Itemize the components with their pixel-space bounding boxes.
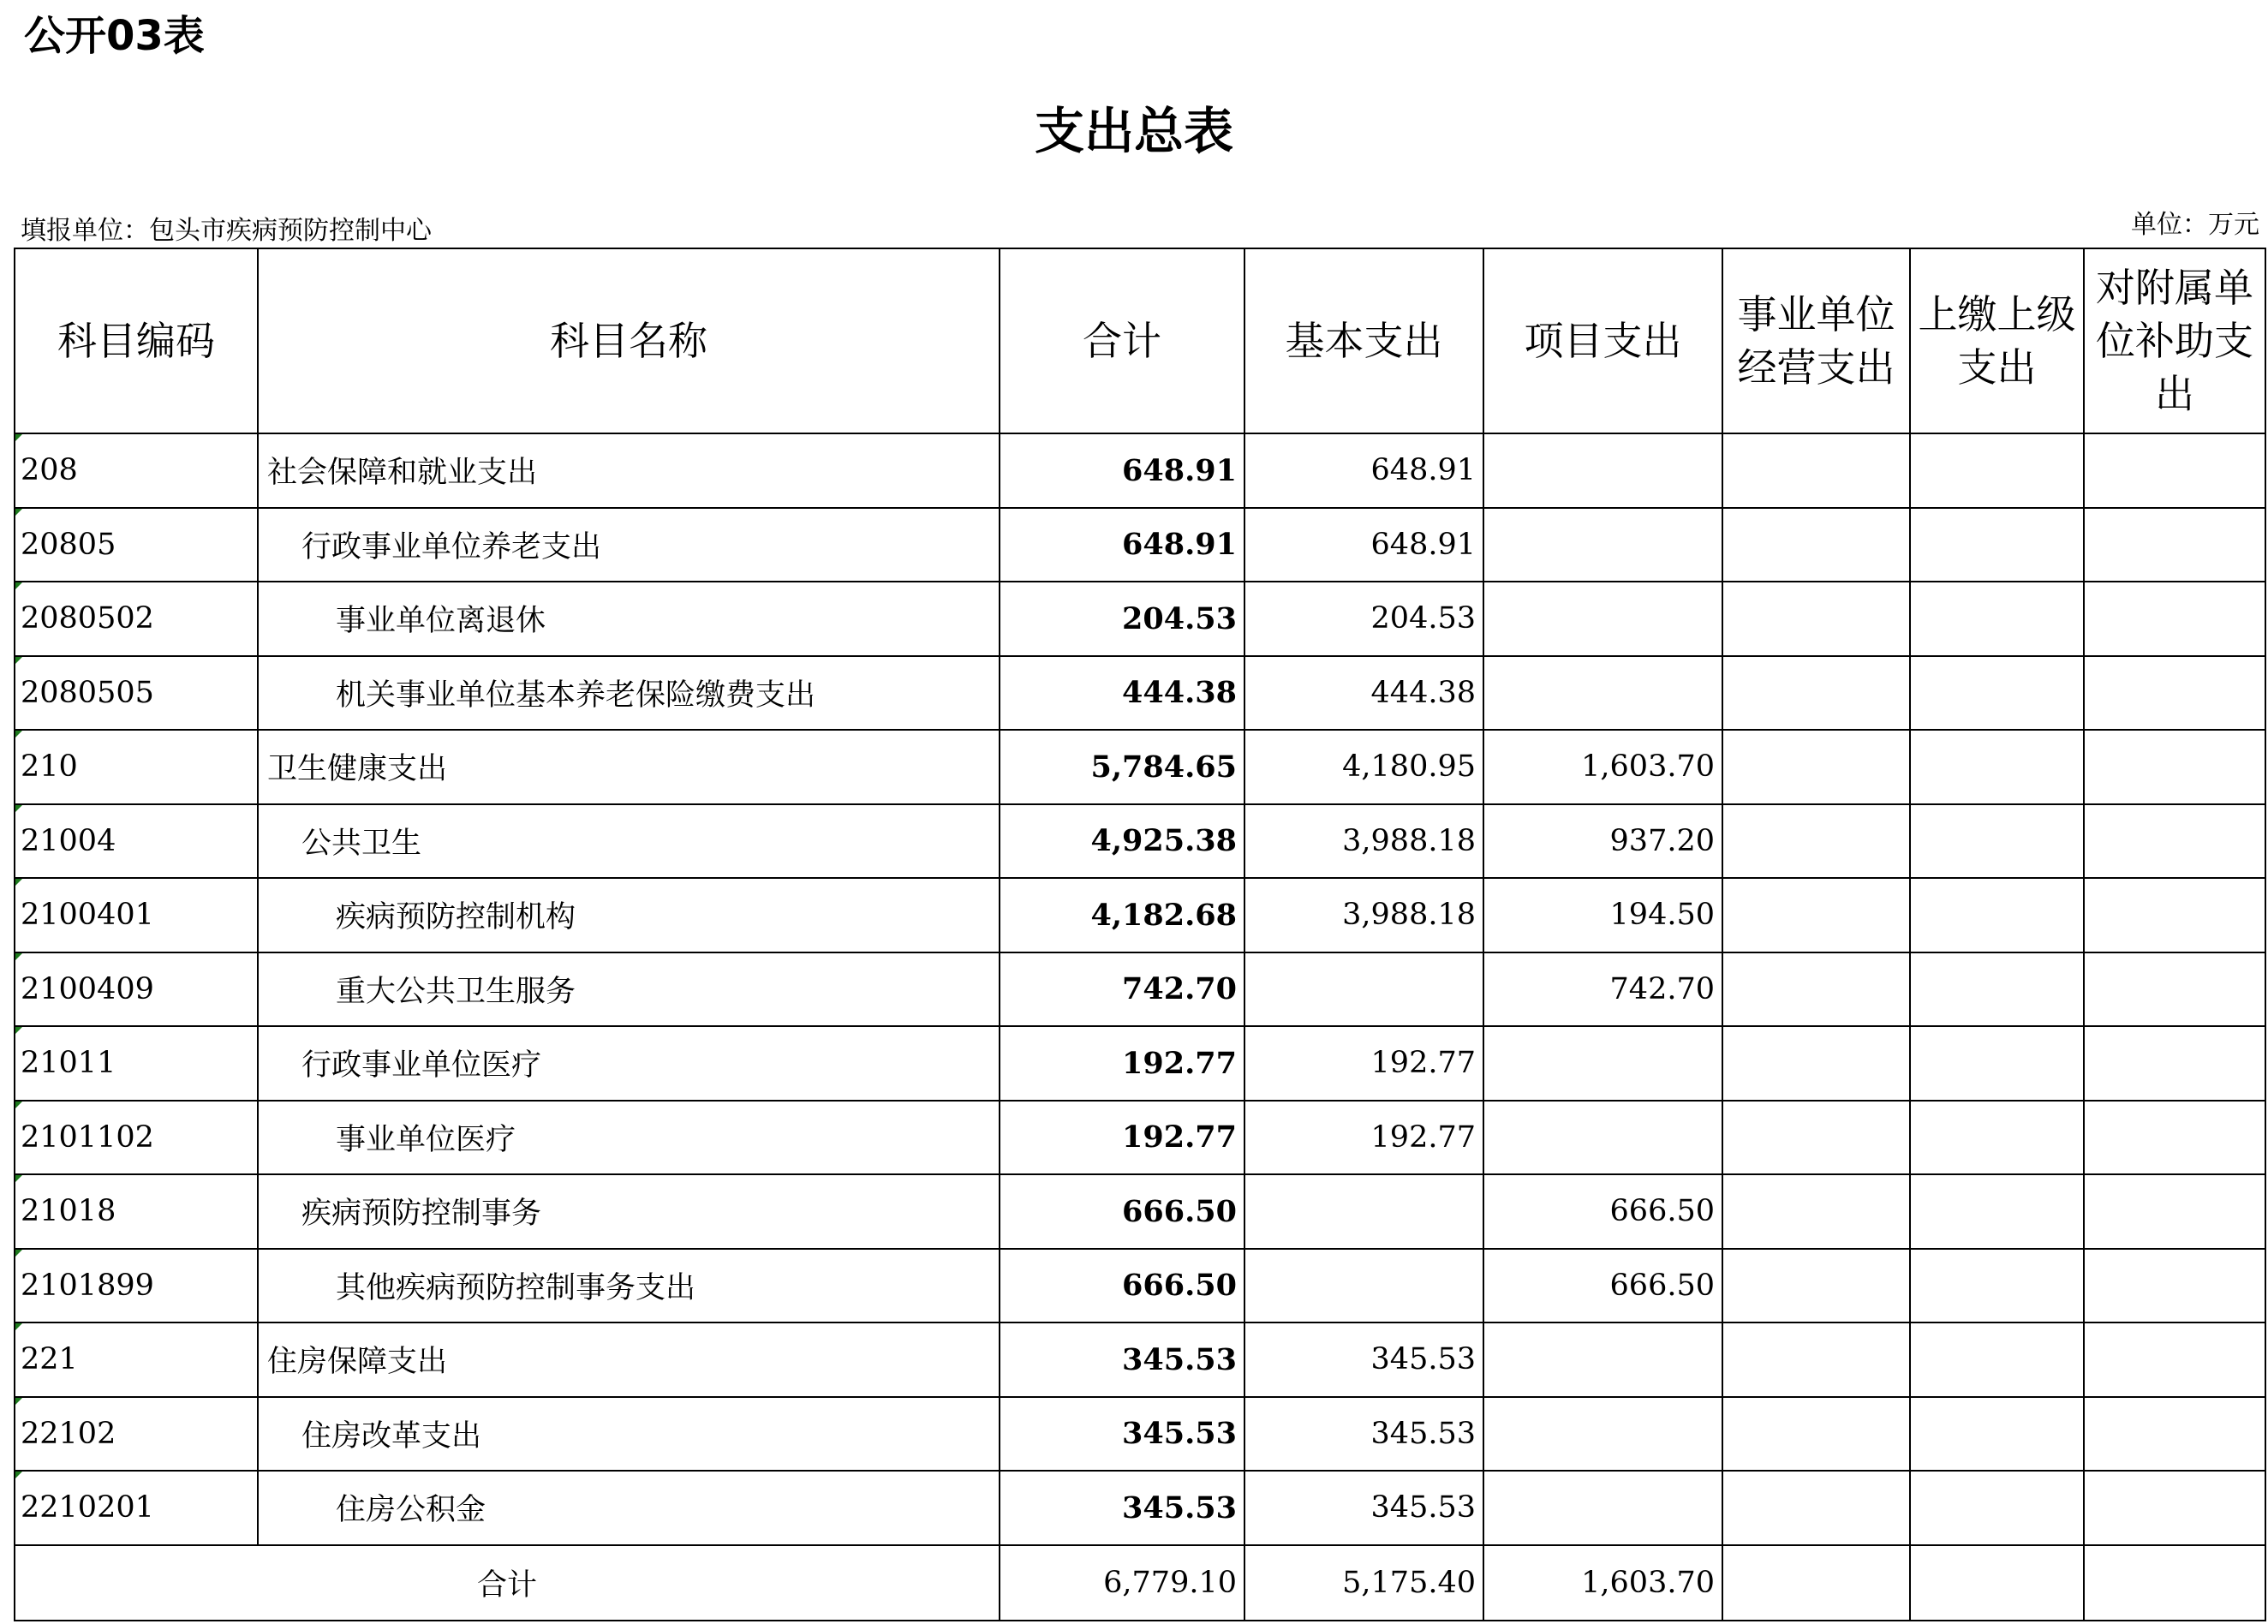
total-row (15, 1545, 2265, 1621)
table-row (15, 1322, 2265, 1397)
cell-upper (1910, 730, 2084, 804)
cell-basic: 192.77 (1244, 1026, 1483, 1101)
cell-business (1722, 1174, 1910, 1249)
cell-subsidy (2084, 433, 2265, 508)
table-row (15, 1249, 2265, 1323)
col-header-basic: 基本支出 (1244, 248, 1483, 433)
cell-business (1722, 1249, 1910, 1323)
table-row (15, 878, 2265, 952)
cell-name: 事业单位离退休 (258, 582, 1000, 656)
cell-upper (1910, 1101, 2084, 1175)
col-header-code: 科目编码 (15, 248, 258, 433)
table-row (15, 656, 2265, 731)
cell-total: 648.91 (1000, 433, 1244, 508)
cell-total: 4,925.38 (1000, 804, 1244, 879)
cell-upper (1910, 952, 2084, 1027)
cell-project (1483, 1397, 1722, 1472)
table-row (15, 952, 2265, 1027)
cell-total: 345.53 (1000, 1397, 1244, 1472)
cell-subsidy (2084, 1249, 2265, 1323)
cell-code: 208 (15, 433, 258, 508)
cell-business (1722, 1471, 1910, 1545)
cell-business (1722, 582, 1910, 656)
cell-total: 742.70 (1000, 952, 1244, 1027)
cell-code: 21011 (15, 1026, 258, 1101)
cell-subsidy (2084, 952, 2265, 1027)
total-project: 1,603.70 (1483, 1545, 1722, 1621)
cell-name: 疾病预防控制机构 (258, 878, 1000, 952)
cell-basic: 648.91 (1244, 508, 1483, 582)
cell-subsidy (2084, 656, 2265, 731)
cell-project (1483, 1471, 1722, 1545)
table-row (15, 730, 2265, 804)
cell-upper (1910, 878, 2084, 952)
cell-project (1483, 1026, 1722, 1101)
cell-business (1722, 1026, 1910, 1101)
currency-unit: 单位：万元 (2131, 210, 2259, 240)
cell-total: 666.50 (1000, 1249, 1244, 1323)
table-row (15, 433, 2265, 508)
cell-basic: 4,180.95 (1244, 730, 1483, 804)
header-row (15, 248, 2265, 433)
cell-total: 648.91 (1000, 508, 1244, 582)
table-row (15, 804, 2265, 879)
cell-upper (1910, 433, 2084, 508)
total-subsidy (2084, 1545, 2265, 1621)
cell-subsidy (2084, 1471, 2265, 1545)
cell-business (1722, 730, 1910, 804)
cell-name: 其他疾病预防控制事务支出 (258, 1249, 1000, 1323)
cell-name: 卫生健康支出 (258, 730, 1000, 804)
cell-code: 21018 (15, 1174, 258, 1249)
cell-business (1722, 878, 1910, 952)
col-header-upper: 上缴上级支出 (1910, 248, 2084, 433)
cell-code: 210 (15, 730, 258, 804)
cell-code: 2101102 (15, 1101, 258, 1175)
cell-total: 345.53 (1000, 1471, 1244, 1545)
cell-name: 行政事业单位医疗 (258, 1026, 1000, 1101)
cell-code: 2210201 (15, 1471, 258, 1545)
cell-project: 937.20 (1483, 804, 1722, 879)
cell-code: 2080505 (15, 656, 258, 731)
cell-project (1483, 1322, 1722, 1397)
cell-basic (1244, 952, 1483, 1027)
table-row (15, 1101, 2265, 1175)
cell-basic: 648.91 (1244, 433, 1483, 508)
cell-upper (1910, 1174, 2084, 1249)
cell-name: 行政事业单位养老支出 (258, 508, 1000, 582)
col-header-name: 科目名称 (258, 248, 1000, 433)
cell-subsidy (2084, 1101, 2265, 1175)
expenditure-table (14, 248, 2266, 1621)
cell-upper (1910, 1026, 2084, 1101)
cell-business (1722, 1397, 1910, 1472)
cell-project: 666.50 (1483, 1174, 1722, 1249)
table-row (15, 1471, 2265, 1545)
cell-subsidy (2084, 730, 2265, 804)
cell-business (1722, 656, 1910, 731)
col-header-business: 事业单位经营支出 (1722, 248, 1910, 433)
table-row (15, 582, 2265, 656)
cell-project (1483, 508, 1722, 582)
total-upper (1910, 1545, 2084, 1621)
cell-basic: 3,988.18 (1244, 804, 1483, 879)
cell-upper (1910, 582, 2084, 656)
cell-business (1722, 804, 1910, 879)
table-row (15, 508, 2265, 582)
cell-business (1722, 1101, 1910, 1175)
page-title: 支出总表 (1034, 102, 1233, 160)
cell-project: 1,603.70 (1483, 730, 1722, 804)
cell-subsidy (2084, 1026, 2265, 1101)
cell-code: 2080502 (15, 582, 258, 656)
cell-subsidy (2084, 508, 2265, 582)
cell-subsidy (2084, 1174, 2265, 1249)
cell-basic: 345.53 (1244, 1397, 1483, 1472)
cell-name: 重大公共卫生服务 (258, 952, 1000, 1027)
cell-code: 20805 (15, 508, 258, 582)
cell-project (1483, 433, 1722, 508)
table-row (15, 1026, 2265, 1101)
cell-code: 221 (15, 1322, 258, 1397)
total-basic: 5,175.40 (1244, 1545, 1483, 1621)
cell-name: 机关事业单位基本养老保险缴费支出 (258, 656, 1000, 731)
cell-name: 事业单位医疗 (258, 1101, 1000, 1175)
cell-basic: 192.77 (1244, 1101, 1483, 1175)
cell-code: 2100401 (15, 878, 258, 952)
cell-name: 疾病预防控制事务 (258, 1174, 1000, 1249)
cell-upper (1910, 1471, 2084, 1545)
cell-total: 204.53 (1000, 582, 1244, 656)
cell-basic: 3,988.18 (1244, 878, 1483, 952)
cell-total: 4,182.68 (1000, 878, 1244, 952)
cell-basic (1244, 1174, 1483, 1249)
cell-upper (1910, 804, 2084, 879)
cell-total: 192.77 (1000, 1101, 1244, 1175)
table-row (15, 1397, 2265, 1472)
cell-subsidy (2084, 804, 2265, 879)
cell-subsidy (2084, 582, 2265, 656)
cell-project: 666.50 (1483, 1249, 1722, 1323)
total-label: 合计 (15, 1545, 1000, 1621)
cell-subsidy (2084, 1322, 2265, 1397)
cell-code: 2100409 (15, 952, 258, 1027)
cell-business (1722, 952, 1910, 1027)
cell-basic: 345.53 (1244, 1322, 1483, 1397)
total-business (1722, 1545, 1910, 1621)
cell-basic: 345.53 (1244, 1471, 1483, 1545)
cell-project: 194.50 (1483, 878, 1722, 952)
cell-basic: 444.38 (1244, 656, 1483, 731)
cell-basic: 204.53 (1244, 582, 1483, 656)
cell-project (1483, 656, 1722, 731)
cell-name: 住房保障支出 (258, 1322, 1000, 1397)
col-header-project: 项目支出 (1483, 248, 1722, 433)
cell-upper (1910, 1322, 2084, 1397)
cell-code: 21004 (15, 804, 258, 879)
col-header-subsidy: 对附属单位补助支出 (2084, 248, 2265, 433)
cell-subsidy (2084, 1397, 2265, 1472)
cell-name: 住房公积金 (258, 1471, 1000, 1545)
cell-project: 742.70 (1483, 952, 1722, 1027)
col-header-total: 合计 (1000, 248, 1244, 433)
cell-name: 住房改革支出 (258, 1397, 1000, 1472)
cell-total: 5,784.65 (1000, 730, 1244, 804)
cell-project (1483, 582, 1722, 656)
form-id: 公开03表 (24, 12, 205, 60)
cell-upper (1910, 1397, 2084, 1472)
cell-upper (1910, 508, 2084, 582)
cell-subsidy (2084, 878, 2265, 952)
cell-business (1722, 1322, 1910, 1397)
cell-code: 22102 (15, 1397, 258, 1472)
cell-business (1722, 433, 1910, 508)
cell-total: 666.50 (1000, 1174, 1244, 1249)
cell-project (1483, 1101, 1722, 1175)
total-sum: 6,779.10 (1000, 1545, 1244, 1621)
table-body (15, 433, 2265, 1545)
cell-basic (1244, 1249, 1483, 1323)
cell-business (1722, 508, 1910, 582)
cell-name: 社会保障和就业支出 (258, 433, 1000, 508)
cell-upper (1910, 1249, 2084, 1323)
cell-total: 192.77 (1000, 1026, 1244, 1101)
cell-total: 345.53 (1000, 1322, 1244, 1397)
cell-total: 444.38 (1000, 656, 1244, 731)
cell-upper (1910, 656, 2084, 731)
cell-code: 2101899 (15, 1249, 258, 1323)
filing-unit: 填报单位：包头市疾病预防控制中心 (21, 216, 432, 246)
table-row (15, 1174, 2265, 1249)
cell-name: 公共卫生 (258, 804, 1000, 879)
